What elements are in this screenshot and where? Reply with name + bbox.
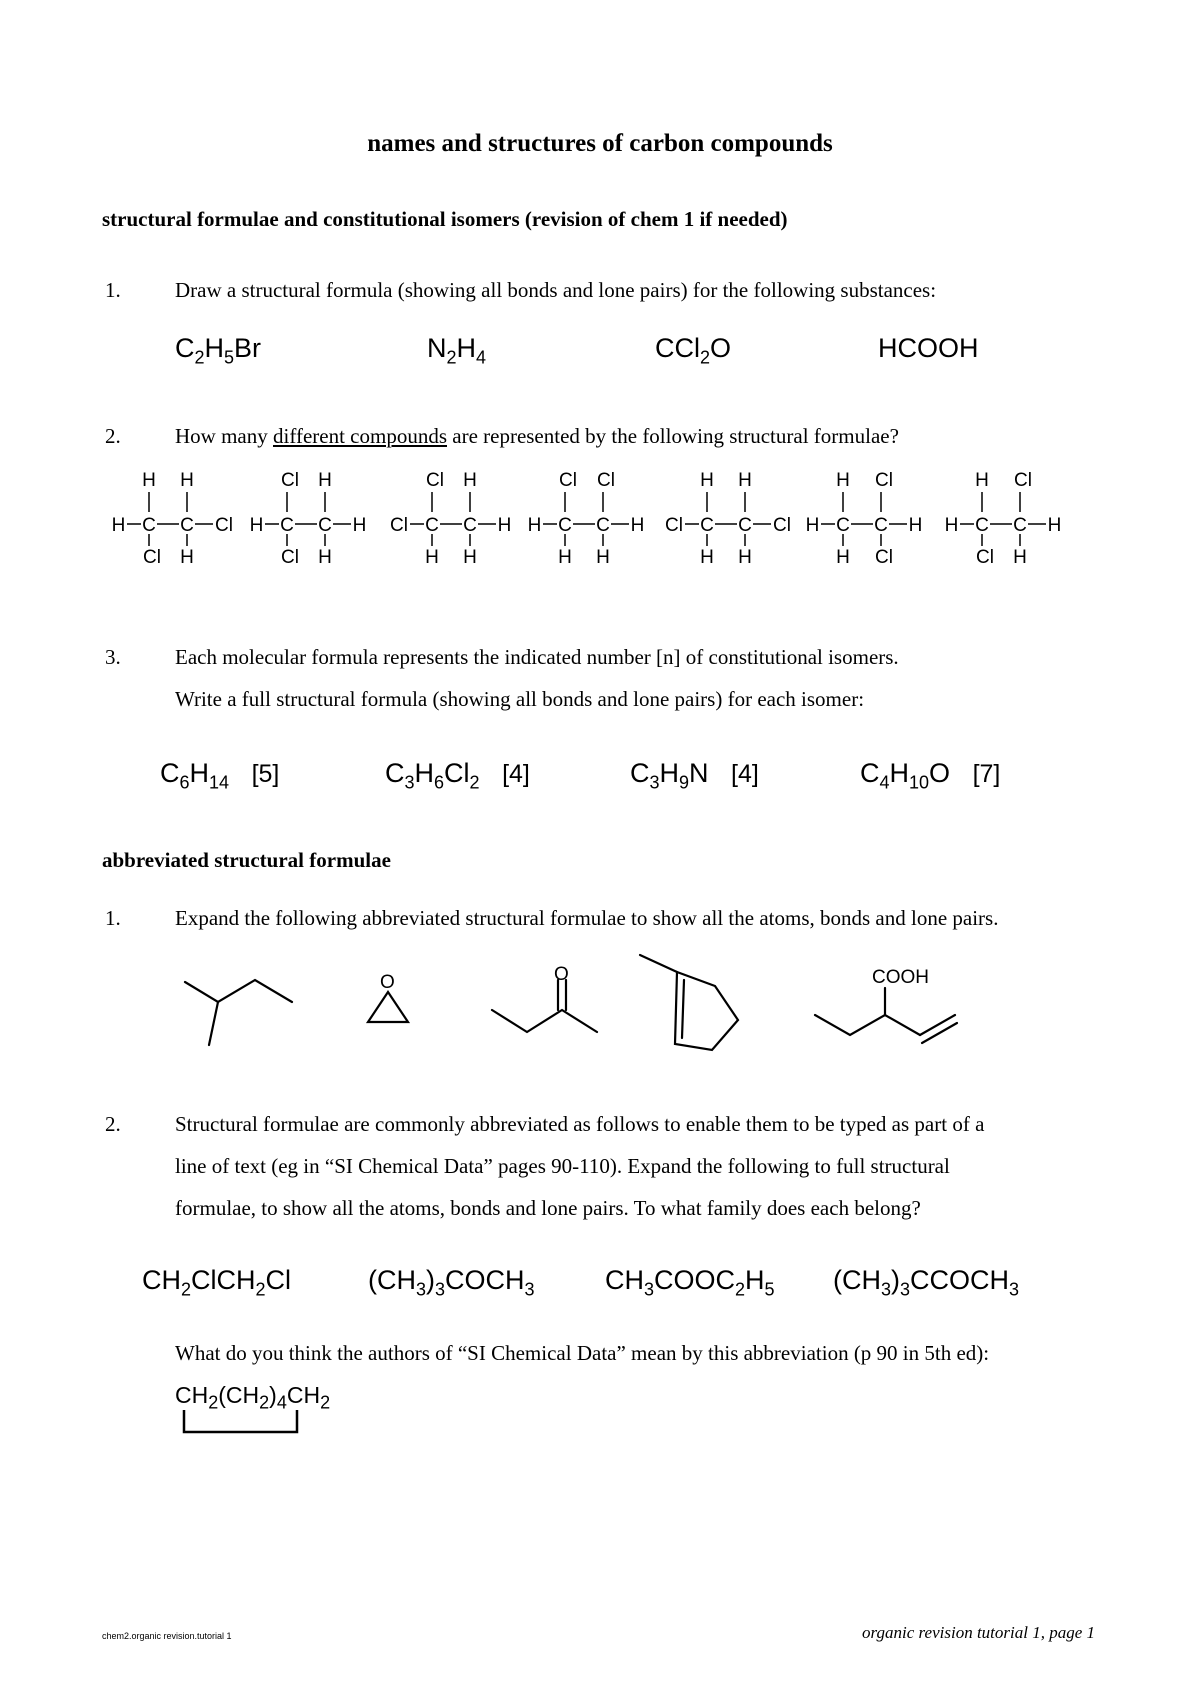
structure-4-bottom-atom-1: H: [558, 547, 572, 568]
skeletal-structures-row: [0, 950, 1200, 1060]
structure-7-carbon-1: C: [975, 515, 989, 536]
ethane-structures-row: [0, 462, 1200, 582]
question-3-line-2: Write a full structural formula (showing all bonds and lone pairs) for each isomer:: [175, 687, 865, 711]
structure-2-bottom-atom-2: H: [318, 547, 332, 568]
butanone-chain: [492, 1010, 597, 1032]
ketone-oxygen-label: O: [554, 964, 569, 985]
question-5-line-3: formulae, to show all the atoms, bonds and lone pairs. To what family does each belong?: [175, 1196, 921, 1220]
skeletal-chain-1: [185, 980, 292, 1002]
structure-3-bottom-atom-1: H: [425, 547, 439, 568]
structure-4-left-atom: H: [527, 515, 542, 536]
structure-6-top-atom-2: Cl: [875, 470, 893, 491]
acid-chain: [815, 1015, 920, 1035]
structure-6-bottom-atom-2: Cl: [875, 547, 893, 568]
structure-6-right-atom: H: [908, 515, 923, 536]
structure-7-left-atom: H: [944, 515, 959, 536]
section-heading-abbreviated: abbreviated structural formulae: [102, 848, 391, 872]
structure-2-right-atom: H: [352, 515, 367, 536]
structure-7-bottom-atom-2: H: [1013, 547, 1027, 568]
question-5-line-1: Structural formulae are commonly abbreviated as follows to enable them to be typed as part of a: [175, 1112, 985, 1136]
structure-4-right-atom: H: [630, 515, 645, 536]
footer-page-label: organic revision tutorial 1, page 1: [862, 1623, 1095, 1642]
formula-n2h4: $N_2H_4$: [427, 333, 487, 368]
question-5-line-2: line of text (eg in “SI Chemical Data” pages 90-110). Expand the following to full structural: [175, 1154, 950, 1178]
structure-3-left-atom: Cl: [390, 515, 408, 536]
structure-2-left-atom: H: [249, 515, 264, 536]
structure-3-bottom-atom-2: H: [463, 547, 477, 568]
structure-7-top-atom-1: H: [975, 470, 989, 491]
question-3-line-1: Each molecular formula represents the indicated number [n] of constitutional isomers.: [175, 645, 899, 669]
structure-4-bottom-atom-2: H: [596, 547, 610, 568]
structure-2-bottom-atom-1: Cl: [281, 547, 299, 568]
structure-1-right-atom: Cl: [215, 515, 233, 536]
structure-5-bottom-atom-1: H: [700, 547, 714, 568]
structure-6-left-atom: H: [805, 515, 820, 536]
structure-1-bottom-atom-1: Cl: [143, 547, 161, 568]
structure-1-top-atom-2: H: [180, 470, 194, 491]
formula-c3h9n: $C_3H_9N$ [4]: [630, 758, 759, 793]
structure-4-top-atom-1: Cl: [559, 470, 577, 491]
structure-7-carbon-2: C: [1013, 515, 1027, 536]
structure-5-left-atom: Cl: [665, 515, 683, 536]
structure-5-top-atom-1: H: [700, 470, 714, 491]
question-1-text: Draw a structural formula (showing all bonds and lone pairs) for the following substances:: [175, 278, 937, 302]
ring-bracket: [175, 1408, 305, 1438]
ring-formula: $CH_2(CH_2)_4CH_2$: [175, 1382, 331, 1413]
structure-5-carbon-2: C: [738, 515, 752, 536]
formula-c2h5br: $C_2H_5Br$: [175, 333, 262, 368]
formula-ccl2o: CCl$_2$O: [655, 333, 732, 368]
formula-c3h6cl2: $C_3H_6Cl_2$ [4]: [385, 758, 530, 793]
structure-4-top-atom-2: Cl: [597, 470, 615, 491]
structure-6-carbon-1: C: [836, 515, 850, 536]
structure-2-top-atom-1: Cl: [281, 470, 299, 491]
ring-question-text: What do you think the authors of “SI Chemical Data” mean by this abbreviation (p 90 in 5th ed):: [175, 1341, 990, 1365]
structure-2-carbon-1: C: [280, 515, 294, 536]
structure-3-top-atom-1: Cl: [426, 470, 444, 491]
footer-file-name: chem2.organic revision.tutorial 1: [102, 1631, 232, 1641]
structure-5-carbon-1: C: [700, 515, 714, 536]
structure-4-carbon-1: C: [558, 515, 572, 536]
structure-4-carbon-2: C: [596, 515, 610, 536]
structure-5-right-atom: Cl: [773, 515, 791, 536]
page-title: names and structures of carbon compounds: [367, 130, 833, 157]
formula-ch3cooc2h5: $CH_3COOC_2H_5$: [605, 1265, 775, 1300]
formula-c4h10o: $C_4H_{10}O$ [7]: [860, 758, 1001, 793]
structure-1-carbon-1: C: [142, 515, 156, 536]
formula-hcooh: HCOOH: [878, 333, 979, 363]
structure-7-right-atom: H: [1047, 515, 1062, 536]
question-3-number: 3.: [105, 645, 121, 669]
structure-5-bottom-atom-2: H: [738, 547, 752, 568]
underlined-phrase: different compounds: [273, 424, 447, 448]
question-4-number: 1.: [105, 906, 121, 930]
skeletal-branch-1: [209, 1002, 218, 1045]
formula-ch3-3ccoch3: $(CH_3)_3CCOCH_3$: [833, 1265, 1020, 1300]
structure-1-carbon-2: C: [180, 515, 194, 536]
structure-2-top-atom-2: H: [318, 470, 332, 491]
question-4-text: Expand the following abbreviated structural formulae to show all the atoms, bonds and lone pairs.: [175, 906, 999, 930]
structure-1-top-atom-1: H: [142, 470, 156, 491]
structure-7-bottom-atom-1: Cl: [976, 547, 994, 568]
formula-ch2clch2cl: $CH_2ClCH_2Cl$: [142, 1265, 292, 1300]
structure-1-left-atom: H: [111, 515, 126, 536]
epoxide-ring: [368, 992, 408, 1022]
structure-7-top-atom-2: Cl: [1014, 470, 1032, 491]
structure-5-top-atom-2: H: [738, 470, 752, 491]
structure-6-top-atom-1: H: [836, 470, 850, 491]
structure-3-top-atom-2: H: [463, 470, 477, 491]
structure-3-carbon-1: C: [425, 515, 439, 536]
section-heading-isomers: structural formulae and constitutional isomers (revision of chem 1 if needed): [102, 207, 788, 231]
structure-6-carbon-2: C: [874, 515, 888, 536]
question-5-number: 2.: [105, 1112, 121, 1136]
question-2-text: How many different compounds are represented by the following structural formulae?: [175, 424, 899, 448]
formula-ch3-3coch3: $(CH_3)_3COCH_3$: [368, 1265, 535, 1300]
structure-1-bottom-atom-2: H: [180, 547, 194, 568]
cooh-label: COOH: [872, 967, 929, 988]
structure-3-right-atom: H: [497, 515, 512, 536]
question-2-number: 2.: [105, 424, 121, 448]
structure-2-carbon-2: C: [318, 515, 332, 536]
formula-c6h14: $C_6H_{14}$ [5]: [160, 758, 280, 793]
epoxide-oxygen-label: O: [380, 972, 395, 993]
structure-3-carbon-2: C: [463, 515, 477, 536]
structure-6-bottom-atom-1: H: [836, 547, 850, 568]
question-1-number: 1.: [105, 278, 121, 302]
